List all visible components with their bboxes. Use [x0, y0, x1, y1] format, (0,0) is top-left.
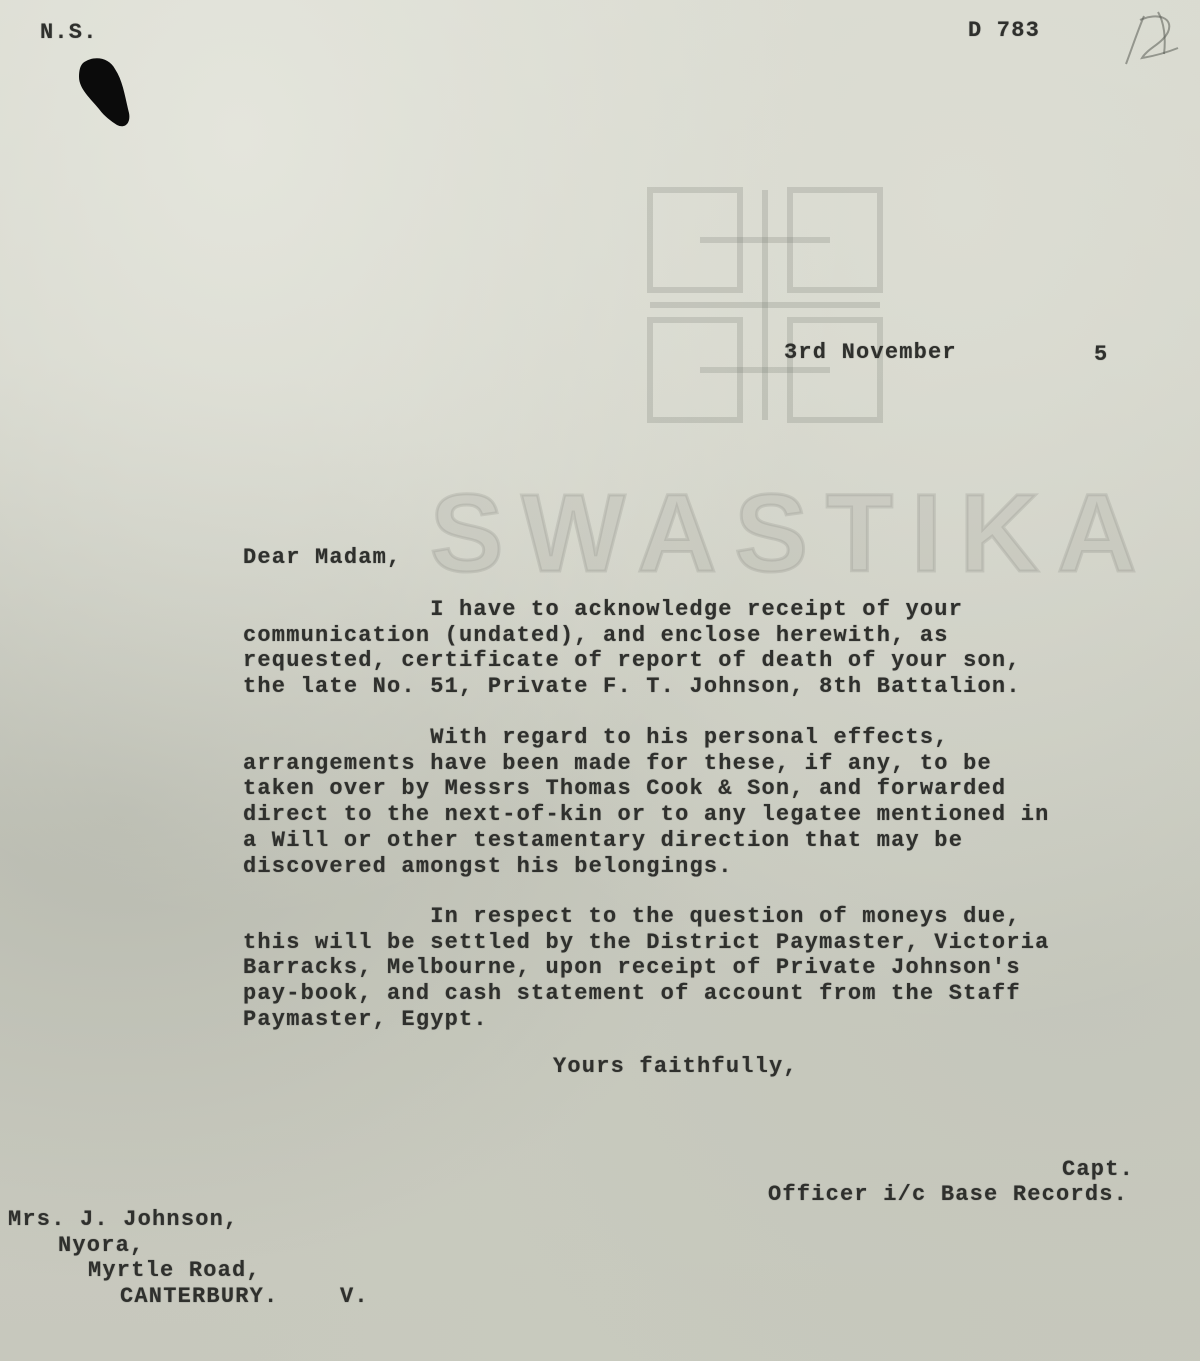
watermark-emblem-icon — [640, 180, 890, 430]
paragraph-personal-effects: With regard to his personal effects, arrangements have been made for these, if any, to be taken over by Messrs Thomas Cook & Son, and forwarded direct to the next-of-kin or to any legatee mentioned in a Will or other testamentary direction that may be discovered amongst his belongings. — [243, 725, 1050, 879]
address-name: Mrs. J. Johnson, — [8, 1207, 239, 1232]
watermark-text: SWASTIKA — [430, 472, 1155, 595]
paragraph-acknowledgement: I have to acknowledge receipt of your communication (undated), and enclose herewith, as requested, certificate of report of death of your son, the late No. 51, Private F. T. Johnson, 8th Battalion. — [243, 597, 1021, 700]
address-town: CANTERBURY. — [120, 1284, 279, 1309]
signature-rank: Capt. — [1062, 1157, 1135, 1182]
closing: Yours faithfully, — [553, 1054, 798, 1079]
paragraph-moneys-due: In respect to the question of moneys due, this will be settled by the District Paymaster, Victoria Barracks, Melbourne, upon receipt of Private Johnson's pay-book, and cash statement of account from the Staff Paymaster, Egypt. — [243, 904, 1050, 1032]
address-state: V. — [340, 1284, 369, 1309]
file-ref-left: N.S. — [40, 20, 98, 45]
date-year-fragment: 5 — [1094, 342, 1109, 367]
letter-date: 3rd November — [784, 340, 957, 365]
file-ref-right: D 783 — [968, 18, 1041, 43]
pencil-mark-icon — [1118, 8, 1184, 72]
address-street: Myrtle Road, — [88, 1258, 261, 1283]
salutation: Dear Madam, — [243, 545, 402, 570]
punch-hole-icon — [75, 55, 135, 130]
address-house: Nyora, — [58, 1233, 145, 1258]
signature-title: Officer i/c Base Records. — [768, 1182, 1129, 1207]
